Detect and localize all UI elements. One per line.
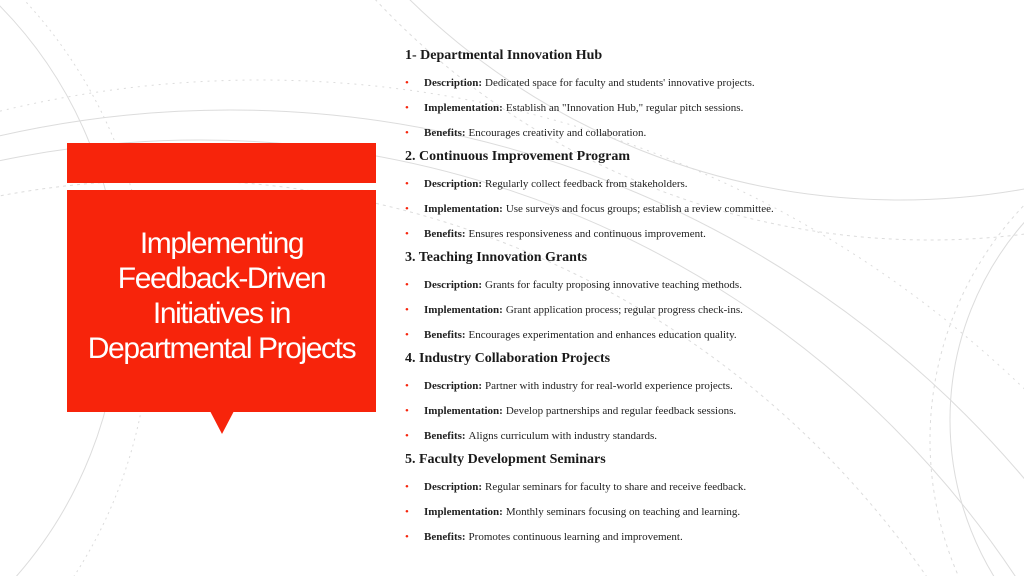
bullet-label: Description:: [424, 279, 483, 291]
bullet-label: Description:: [424, 178, 483, 190]
bullet-text: Encourages experimentation and enhances education quality.: [468, 329, 737, 341]
bullet-icon: •: [405, 430, 409, 442]
bullet-item: [405, 399, 1005, 424]
bullet-label: Implementation:: [424, 405, 503, 417]
bullet-item: [405, 222, 1005, 247]
title-accent-strip: [67, 143, 376, 183]
bullet-item: [405, 172, 1005, 197]
content-list: [405, 45, 1005, 550]
bullet-icon: •: [405, 279, 409, 291]
bullet-item: [405, 197, 1005, 222]
bullet-text: Develop partnerships and regular feedback sessions.: [505, 405, 737, 417]
bullet-item: [405, 424, 1005, 449]
slide-title: Implementing Feedback-Driven Initiatives in Departmental Projects: [87, 227, 356, 365]
bullet-icon: •: [405, 102, 409, 114]
bullet-text: Aligns curriculum with industry standards.: [468, 430, 658, 442]
bullet-text: Monthly seminars focusing on teaching and learning.: [505, 506, 741, 518]
bullet-label: Implementation:: [424, 102, 503, 114]
bullet-text: Promotes continuous learning and improvement.: [468, 531, 683, 543]
bullet-text: Partner with industry for real-world experience projects.: [485, 380, 733, 392]
bullet-icon: •: [405, 506, 409, 518]
bullet-label: Description:: [424, 380, 483, 392]
bullet-item: [405, 298, 1005, 323]
bullet-item: [405, 121, 1005, 146]
bullet-text: Regular seminars for faculty to share and receive feedback.: [485, 481, 747, 493]
bullet-text: Grant application process; regular progress check-ins.: [505, 304, 743, 316]
bullet-item: [405, 374, 1005, 399]
bullet-text: Dedicated space for faculty and students' innovative projects.: [485, 77, 755, 89]
bullet-item: [405, 96, 1005, 121]
title-panel: [67, 190, 376, 412]
bullet-label: Implementation:: [424, 304, 503, 316]
bullet-icon: •: [405, 481, 409, 493]
bullet-text: Regularly collect feedback from stakeholders.: [485, 178, 688, 190]
bullet-text: Grants for faculty proposing innovative teaching methods.: [485, 279, 742, 291]
bullet-icon: •: [405, 380, 409, 392]
bullet-icon: •: [405, 531, 409, 543]
bullet-text: Establish an "Innovation Hub," regular pitch sessions.: [505, 102, 744, 114]
bullet-label: Benefits:: [424, 430, 466, 442]
bullet-item: [405, 475, 1005, 500]
bullet-label: Description:: [424, 481, 483, 493]
bullet-label: Implementation:: [424, 506, 503, 518]
bullet-icon: •: [405, 304, 409, 316]
section-heading: 1- Departmental Innovation Hub: [405, 48, 603, 63]
title-pointer: [210, 411, 234, 434]
bullet-icon: •: [405, 405, 409, 417]
bullet-icon: •: [405, 203, 409, 215]
bullet-item: [405, 500, 1005, 525]
bullet-item: [405, 71, 1005, 96]
section-heading: 2. Continuous Improvement Program: [405, 149, 631, 164]
bullet-label: Benefits:: [424, 531, 466, 543]
bullet-icon: •: [405, 178, 409, 190]
bullet-label: Description:: [424, 77, 483, 89]
bullet-text: Use surveys and focus groups; establish a review committee.: [505, 203, 774, 215]
bullet-item: [405, 525, 1005, 550]
bullet-label: Implementation:: [424, 203, 503, 215]
bullet-label: Benefits:: [424, 127, 466, 139]
bullet-text: Ensures responsiveness and continuous improvement.: [468, 228, 706, 240]
bullet-item: [405, 323, 1005, 348]
bullet-icon: •: [405, 127, 409, 139]
bullet-text: Encourages creativity and collaboration.: [468, 127, 647, 139]
section-heading: 4. Industry Collaboration Projects: [405, 351, 611, 366]
bullet-icon: •: [405, 228, 409, 240]
bullet-icon: •: [405, 329, 409, 341]
bullet-icon: •: [405, 77, 409, 89]
section-heading: 5. Faculty Development Seminars: [405, 452, 606, 467]
bullet-label: Benefits:: [424, 329, 466, 341]
section-heading: 3. Teaching Innovation Grants: [405, 250, 588, 265]
bullet-label: Benefits:: [424, 228, 466, 240]
bullet-item: [405, 273, 1005, 298]
